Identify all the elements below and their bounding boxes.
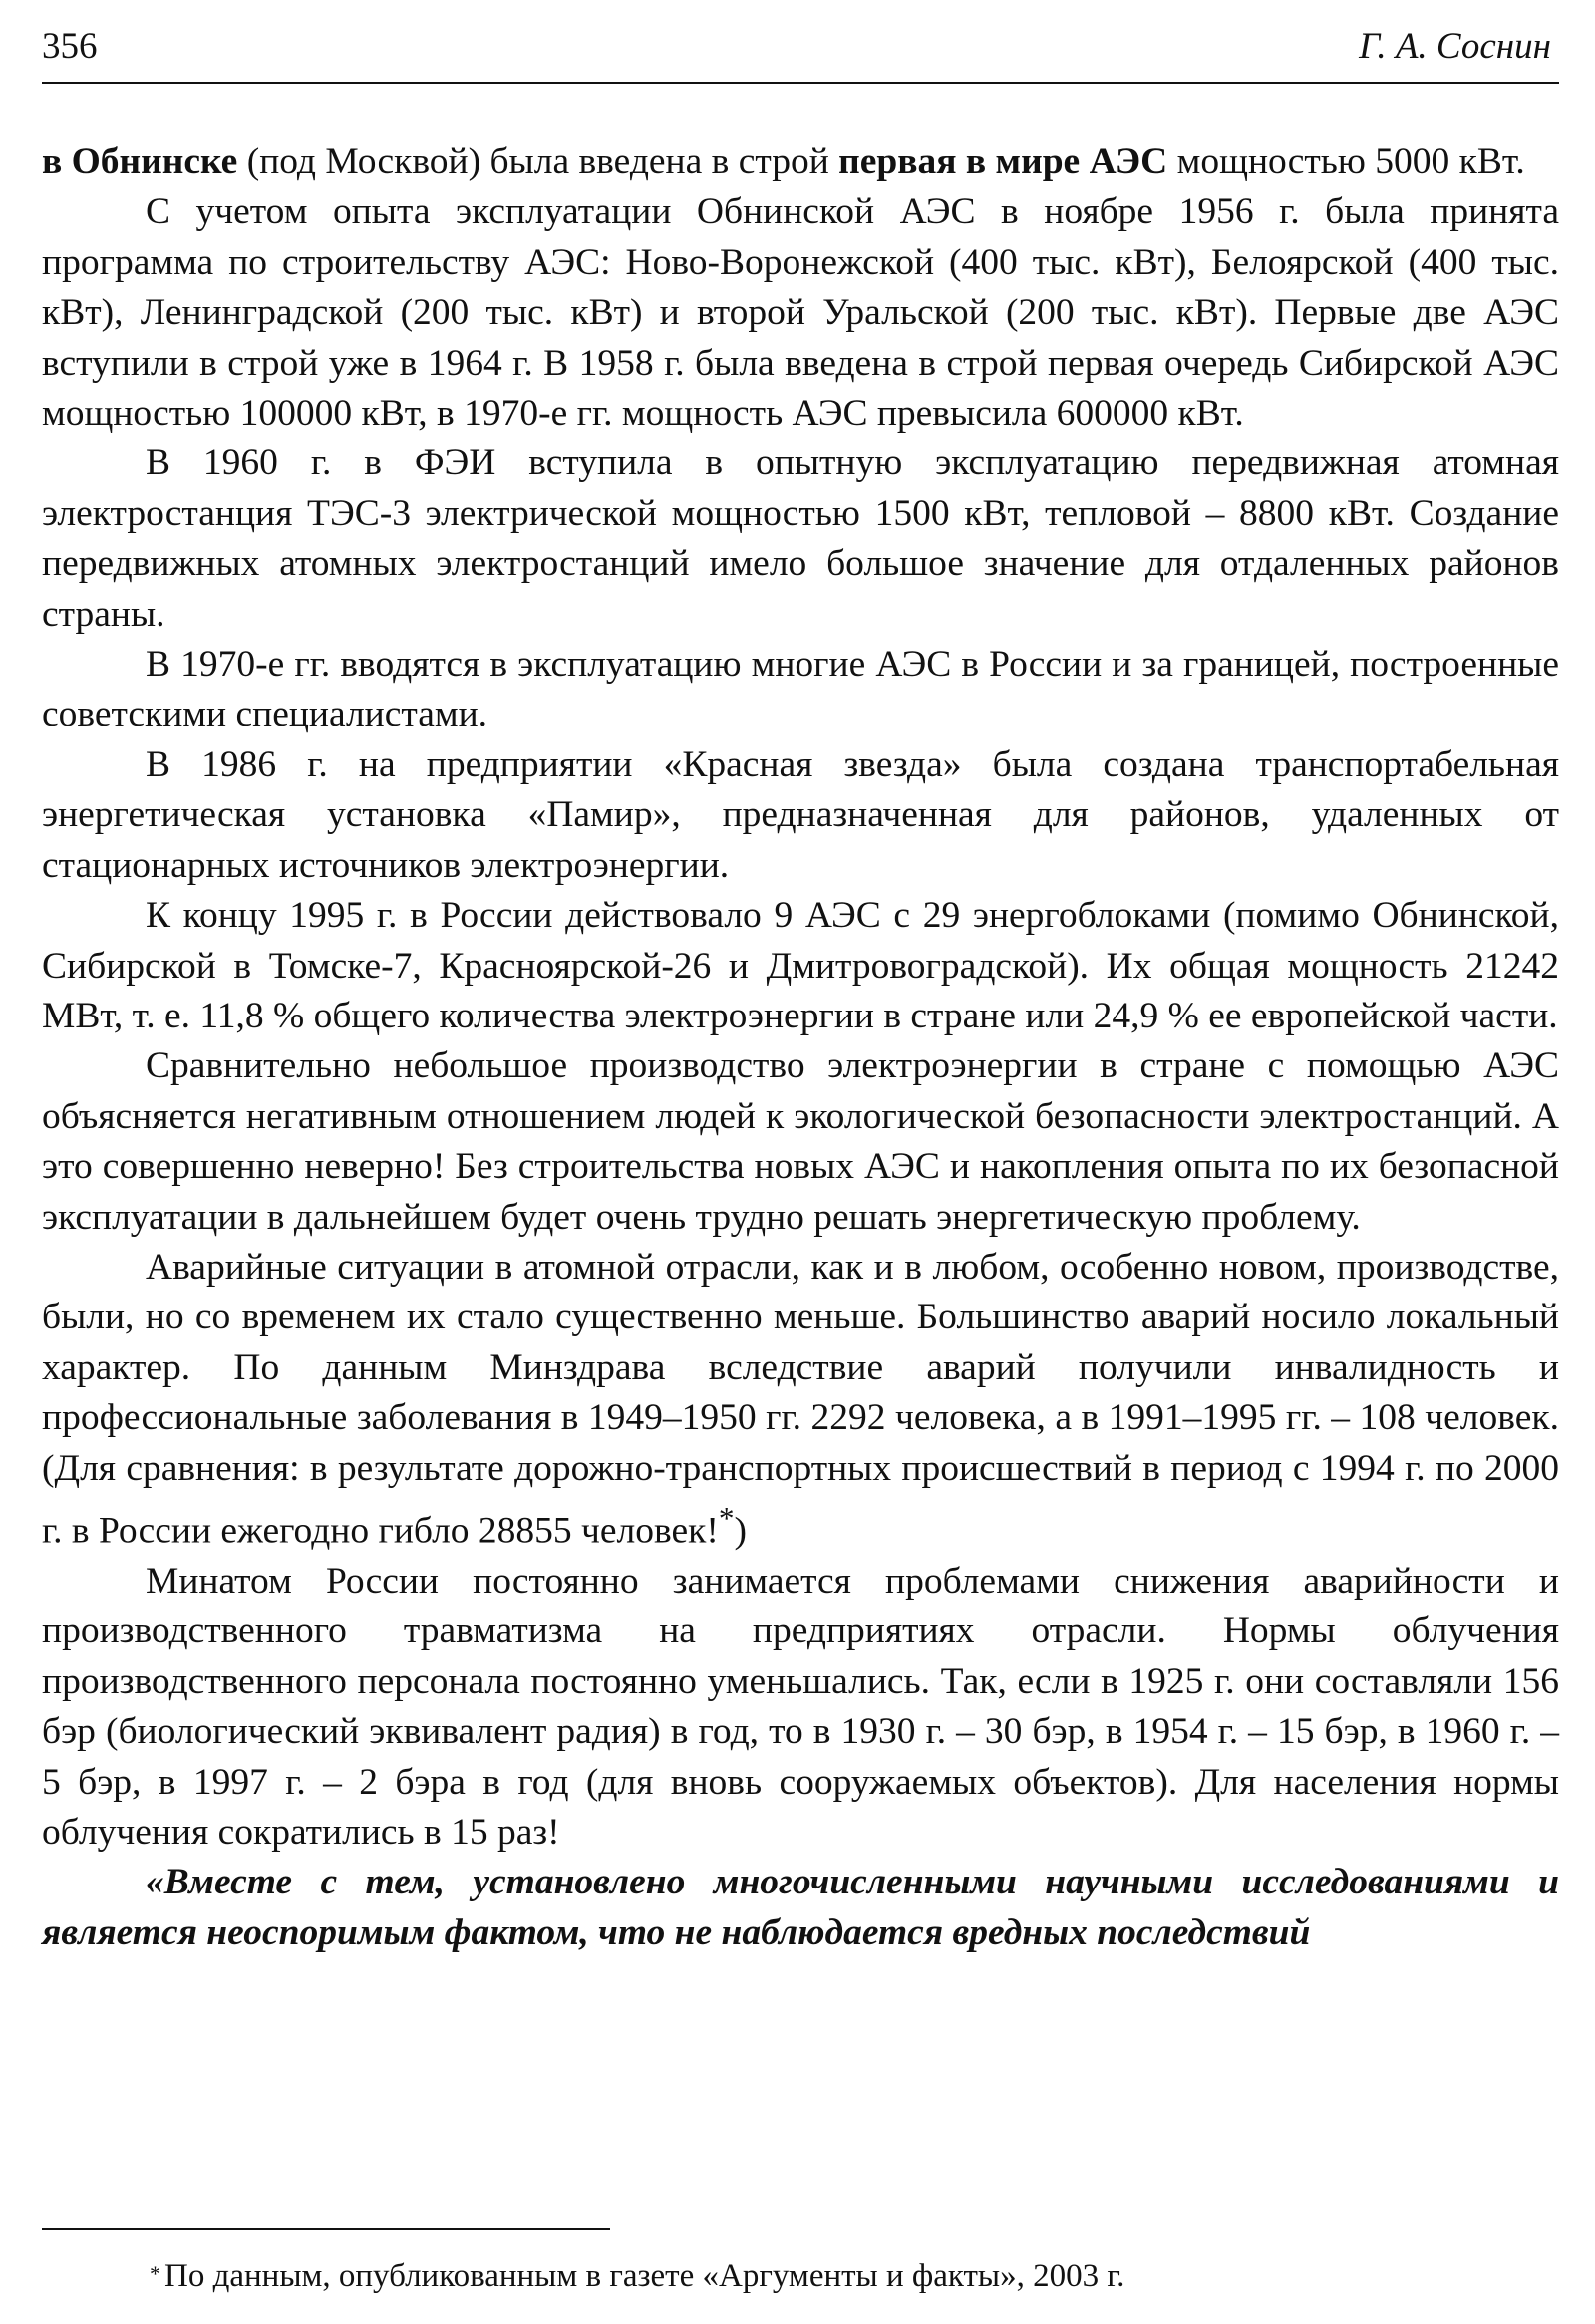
paragraph-8-text: Аварийные ситуации в атомной отрасли, как и в любом, особенно новом, производстве, были, но со временем их стало существенно меньше. Большинство аварий носило локальный характер. По данным Минздрава вследствие аварий получили инвалидность и профессиональные заболевания в 1949–1950 гг. 2292 человека, а в 1991–1995 гг. – 108 человек. (Для сравнения: в результате дорожно-транспортных происшествий в период с 1994 г. по 2000 г. в России ежегодно гибло 28855 человек! — [42, 1246, 1559, 1552]
paragraph-9: Минатом России постоянно занимается проблемами снижения аварийности и производственного травматизма на предприятиях отрасли. Нормы облучения производственного персонала постоянно уменьшались. Так, если в 1925 г. они составляли 156 бэр (биологический эквивалент радия) в год, то в 1930 г. – 30 бэр, в 1954 г. – 15 бэр, в 1960 г. – 5 бэр, в 1997 г. – 2 бэра в год (для вновь сооружаемых объектов). Для населения нормы облучения сократились в 15 раз! — [42, 1560, 1559, 1853]
paragraph-1-text-b: мощностью 5000 кВт. — [1167, 142, 1525, 182]
running-head-author: Г. А. Соснин — [1359, 26, 1551, 67]
paragraph-5: В 1986 г. на предприятии «Красная звезда» была создана транспортабельная энергетическая установка «Памир», предназначенная для районов, удаленных от стационарных источников электроэнергии. — [42, 743, 1559, 886]
paragraph-8-end: ) — [734, 1510, 747, 1552]
paragraph-2: С учетом опыта эксплуатации Обнинской АЭС в ноябре 1956 г. была принята программа по строительству АЭС: Ново-Воронежской (400 тыс. кВт), Белоярской (400 тыс. кВт), Ленинградской (200 тыс. кВт) и второй Уральской (200 тыс. кВт). Первые две АЭС вступили в строй уже в 1964 г. В 1958 г. была введена в строй первая очередь Сибирской АЭС мощностью 100000 кВт, в 1970-е гг. мощность АЭС превысила 600000 кВт. — [42, 191, 1559, 435]
quote-paragraph: «Вместе с тем, установлено многочисленными научными исследованиями и является неоспоримым фактом, что не наблюдается вредных последствий — [42, 1862, 1559, 1953]
bold-obninsk: в Обнинске — [42, 142, 238, 182]
footnote — [150, 2254, 1445, 2298]
paragraph-1 — [42, 138, 1559, 187]
footnote-text: По данным, опубликованным в газете «Аргументы и факты», 2003 г. — [164, 2258, 1125, 2294]
footnote-reference: * — [718, 1500, 735, 1536]
header-rule — [42, 82, 1559, 84]
paragraph-7: Сравнительно небольшое производство электроэнергии в стране с помощью АЭС объясняется негативным отношением людей к экологической безопасности электростанций. А это совершенно неверно! Без строительства новых АЭС и накопления опыта по их безопасной эксплуатации в дальнейшем будет очень трудно решать энергетическую проблему. — [42, 1045, 1559, 1238]
body-text — [42, 138, 1559, 1958]
paragraph-6: К концу 1995 г. в России действовало 9 АЭС с 29 энергоблоками (помимо Обнинской, Сибирской в Томске-7, Красноярской-26 и Дмитровоградской). Их общая мощность 21242 МВт, т. е. 11,8 % общего количества электроэнергии в стране или 24,9 % ее европейской части. — [42, 895, 1559, 1036]
page-number: 356 — [42, 26, 98, 67]
footnote-rule — [42, 2228, 610, 2230]
paragraph-3: В 1960 г. в ФЭИ вступила в опытную эксплуатацию передвижная атомная электростанция ТЭС-3 электрической мощностью 1500 кВт, тепловой – 8800 кВт. Создание передвижных атомных электростанций имело большое значение для отдаленных районов страны. — [42, 442, 1559, 635]
paragraph-1-text-a: (под Москвой) была введена в строй — [237, 142, 839, 182]
paragraph-4: В 1970-е гг. вводятся в эксплуатацию многие АЭС в России и за границей, построенные советскими специалистами. — [42, 644, 1559, 735]
bold-first-npp: первая в мире АЭС — [838, 142, 1168, 182]
paragraph-8 — [42, 1243, 1559, 1557]
footnote-marker: * — [150, 2261, 160, 2286]
